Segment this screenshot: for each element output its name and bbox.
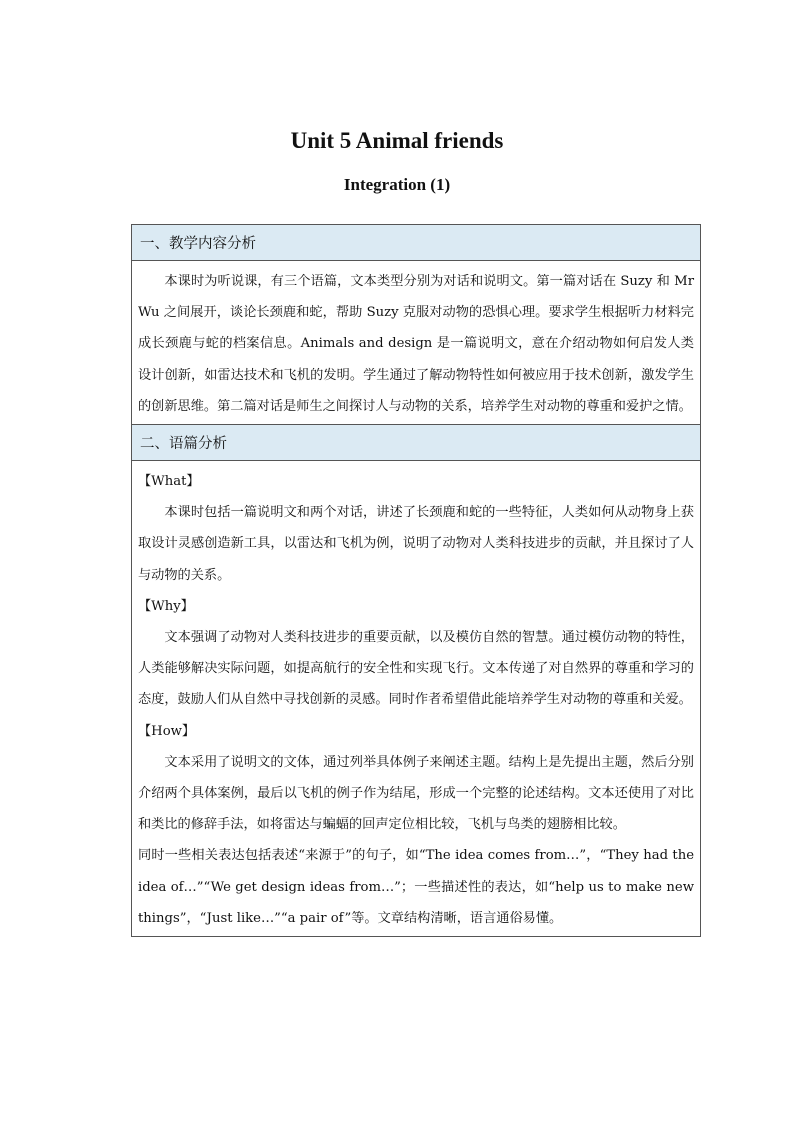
section-body-text-analysis: [132, 461, 700, 936]
section-heading-content-analysis: 一、教学内容分析: [132, 225, 700, 261]
why-tag: 【Why】: [138, 598, 194, 614]
section-heading-text-analysis: 二、语篇分析: [132, 425, 700, 461]
expressions-paragraph: 同时一些相关表达包括表述“来源于”的句子，如“The idea comes from…”，“They had the idea of…”“We get design ideas from…”；一些描述性的表达，如“help us to make new things”，“Just like…”“a pair of”等。文章结构清晰，语言通俗易懂。: [138, 848, 694, 926]
document-title: Unit 5 Animal friends: [290, 128, 504, 153]
lesson-analysis-table: [131, 224, 701, 937]
document-subtitle: Integration (1): [343, 175, 451, 194]
why-paragraph: 文本强调了动物对人类科技进步的重要贡献，以及模仿自然的智慧。通过模仿动物的特性，人类能够解决实际问题，如提高航行的安全性和实现飞行。文本传递了对自然界的尊重和学习的态度，鼓励人们从自然中寻找创新的灵感。同时作者希望借此能培养学生对动物的尊重和关爱。: [138, 630, 694, 708]
section-body-content-analysis: [132, 261, 700, 425]
how-paragraph: 文本采用了说明文的文体，通过列举具体例子来阐述主题。结构上是先提出主题，然后分别介绍两个具体案例，最后以飞机的例子作为结尾，形成一个完整的论述结构。文本还使用了对比和类比的修辞手法，如将雷达与蝙蝠的回声定位相比较，飞机与鸟类的翅膀相比较。: [138, 754, 694, 833]
how-tag: 【How】: [138, 723, 196, 739]
what-tag: 【What】: [138, 474, 200, 490]
what-paragraph: 本课时包括一篇说明文和两个对话，讲述了长颈鹿和蛇的一些特征，人类如何从动物身上获取设计灵感创造新工具，以雷达和飞机为例，说明了动物对人类科技进步的贡献，并且探讨了人与动物的关系。: [138, 505, 694, 583]
content-analysis-paragraph: 本课时为听说课，有三个语篇，文本类型分别为对话和说明文。第一篇对话在 Suzy 和 Mr Wu 之间展开，谈论长颈鹿和蛇，帮助 Suzy 克服对动物的恐惧心理。要求学生根据听力材料完成长颈鹿与蛇的档案信息。Animals and design 是一篇说明文，意在介绍动物如何启发人类设计创新，如雷达技术和飞机的发明。学生通过了解动物特性如何被应用于技术创新，激发学生的创新思维。第二篇对话是师生之间探讨人与动物的关系，培养学生对动物的尊重和爱护之情。: [138, 274, 694, 414]
